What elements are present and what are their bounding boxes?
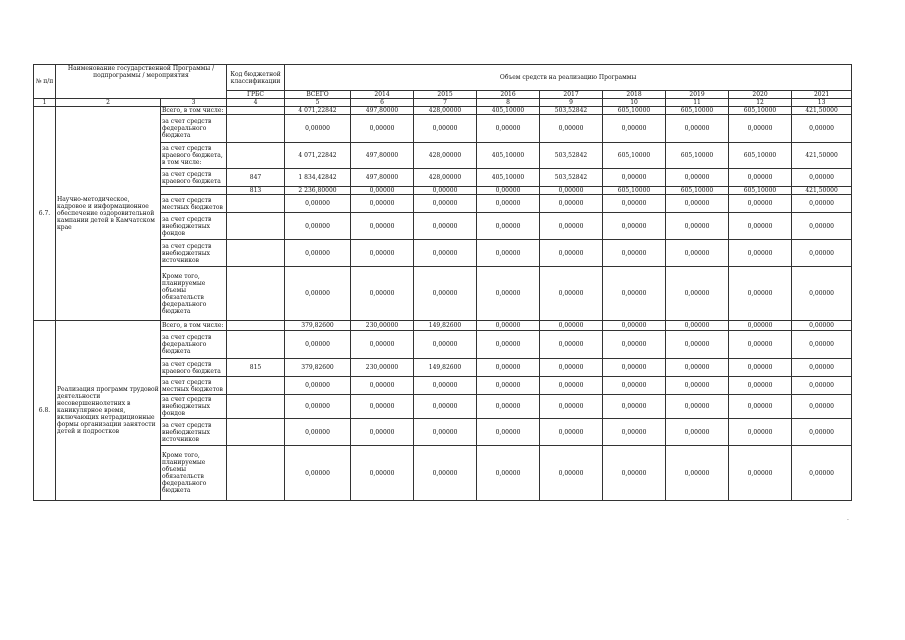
column-number: 9	[540, 99, 603, 107]
year-value: 428,00000	[414, 169, 477, 187]
year-value: 0,00000	[729, 195, 792, 213]
year-value: 0,00000	[414, 187, 477, 195]
year-value: 0,00000	[666, 195, 729, 213]
row-label: Всего, в том числе:	[161, 107, 227, 115]
row-label: Кроме того, планируемые объемы обязательств федерального бюджета	[161, 446, 227, 501]
column-number-row	[34, 99, 852, 107]
row-label: за счет средств внебюджетных фондов	[161, 213, 227, 240]
grbs-code	[227, 321, 285, 331]
year-value: 0,00000	[414, 195, 477, 213]
year-value: 0,00000	[540, 419, 603, 446]
year-value: 0,00000	[540, 395, 603, 419]
year-value: 605,10000	[666, 187, 729, 195]
grbs-code	[227, 195, 285, 213]
header-num: № п/п	[34, 65, 56, 99]
year-value: 0,00000	[477, 213, 540, 240]
total-value: 379,82600	[285, 321, 351, 331]
year-value: 0,00000	[540, 359, 603, 377]
total-value: 1 834,42842	[285, 169, 351, 187]
total-value: 0,00000	[285, 195, 351, 213]
section-name: Реализация программ трудовой деятельности несовершеннолетних в каникулярное время, включающих нетрадиционные формы организации занятости детей и подростков	[56, 321, 161, 501]
year-value: 0,00000	[351, 446, 414, 501]
year-value: 0,00000	[729, 213, 792, 240]
year-value: 405,10000	[477, 107, 540, 115]
year-value: 0,00000	[792, 115, 852, 143]
year-value: 0,00000	[477, 377, 540, 395]
year-value: 0,00000	[603, 240, 666, 267]
year-value: 0,00000	[351, 240, 414, 267]
year-value: 0,00000	[792, 419, 852, 446]
year-value: 0,00000	[477, 267, 540, 321]
year-value: 0,00000	[603, 359, 666, 377]
year-value: 0,00000	[729, 240, 792, 267]
year-value: 0,00000	[603, 331, 666, 359]
row-label	[161, 187, 227, 195]
year-value: 503,52842	[540, 107, 603, 115]
total-value: 0,00000	[285, 213, 351, 240]
year-value: 497,80000	[351, 107, 414, 115]
row-label: Всего, в том числе:	[161, 321, 227, 331]
year-value: 0,00000	[477, 240, 540, 267]
grbs-code: 813	[227, 187, 285, 195]
year-value: 605,10000	[666, 107, 729, 115]
year-value: 0,00000	[351, 331, 414, 359]
year-value: 0,00000	[477, 187, 540, 195]
year-value: 0,00000	[666, 331, 729, 359]
grbs-code: 815	[227, 359, 285, 377]
year-value: 0,00000	[477, 446, 540, 501]
year-value: 0,00000	[792, 359, 852, 377]
year-value: 0,00000	[666, 419, 729, 446]
table-body	[34, 65, 852, 501]
year-value: 0,00000	[351, 195, 414, 213]
year-value: 0,00000	[540, 195, 603, 213]
year-value: 0,00000	[666, 321, 729, 331]
year-value: 0,00000	[792, 213, 852, 240]
total-value: 0,00000	[285, 267, 351, 321]
year-value: 0,00000	[666, 377, 729, 395]
total-value: 0,00000	[285, 115, 351, 143]
year-value: 0,00000	[729, 359, 792, 377]
column-number: 1	[34, 99, 56, 107]
year-value: 497,80000	[351, 169, 414, 187]
section-number: 6.7.	[34, 107, 56, 321]
grbs-code	[227, 107, 285, 115]
year-value: 0,00000	[603, 377, 666, 395]
column-number: 7	[414, 99, 477, 107]
grbs-code	[227, 331, 285, 359]
grbs-code	[227, 213, 285, 240]
table-row	[34, 321, 852, 331]
year-value: 0,00000	[603, 213, 666, 240]
year-value: 0,00000	[414, 377, 477, 395]
year-value: 0,00000	[792, 240, 852, 267]
year-value: 0,00000	[414, 267, 477, 321]
header-year: 2014	[351, 91, 414, 99]
grbs-code	[227, 446, 285, 501]
year-value: 0,00000	[792, 267, 852, 321]
year-value: 0,00000	[540, 331, 603, 359]
grbs-code	[227, 115, 285, 143]
total-value: 0,00000	[285, 331, 351, 359]
header-year: 2016	[477, 91, 540, 99]
column-number: 8	[477, 99, 540, 107]
year-value: 0,00000	[540, 377, 603, 395]
year-value: 0,00000	[792, 446, 852, 501]
row-label: за счет средств местных бюджетов	[161, 195, 227, 213]
year-value: 0,00000	[666, 115, 729, 143]
year-value: 0,00000	[666, 446, 729, 501]
year-value: 0,00000	[351, 267, 414, 321]
year-value: 0,00000	[666, 395, 729, 419]
year-value: 0,00000	[666, 213, 729, 240]
year-value: 0,00000	[603, 169, 666, 187]
year-value: 0,00000	[414, 331, 477, 359]
year-value: 149,82600	[414, 321, 477, 331]
year-value: 0,00000	[540, 187, 603, 195]
year-value: 0,00000	[477, 331, 540, 359]
year-value: 0,00000	[351, 115, 414, 143]
total-value: 379,82600	[285, 359, 351, 377]
total-value: 0,00000	[285, 419, 351, 446]
year-value: 0,00000	[792, 321, 852, 331]
header-total: ВСЕГО	[285, 91, 351, 99]
row-label: за счет средств внебюджетных источников	[161, 240, 227, 267]
year-value: 0,00000	[666, 169, 729, 187]
row-label: Кроме того, планируемые объемы обязательств федерального бюджета	[161, 267, 227, 321]
column-number: 6	[351, 99, 414, 107]
column-number: 3	[161, 99, 227, 107]
year-value: 0,00000	[477, 395, 540, 419]
year-value: 605,10000	[603, 187, 666, 195]
grbs-code	[227, 377, 285, 395]
row-label: за счет средств внебюджетных фондов	[161, 395, 227, 419]
year-value: 503,52842	[540, 169, 603, 187]
year-value: 0,00000	[729, 115, 792, 143]
year-value: 0,00000	[603, 446, 666, 501]
header-year: 2015	[414, 91, 477, 99]
year-value: 0,00000	[477, 321, 540, 331]
section-number: 6.8.	[34, 321, 56, 501]
grbs-code	[227, 419, 285, 446]
year-value: 0,00000	[729, 395, 792, 419]
year-value: 405,10000	[477, 143, 540, 169]
year-value: 428,00000	[414, 107, 477, 115]
year-value: 230,00000	[351, 321, 414, 331]
year-value: 0,00000	[477, 195, 540, 213]
year-value: 0,00000	[351, 395, 414, 419]
year-value: 0,00000	[792, 195, 852, 213]
year-value: 0,00000	[603, 321, 666, 331]
year-value: 0,00000	[603, 115, 666, 143]
year-value: 0,00000	[414, 213, 477, 240]
column-number: 2	[56, 99, 161, 107]
total-value: 4 071,22842	[285, 143, 351, 169]
row-label: за счет средств краевого бюджета, в том числе:	[161, 143, 227, 169]
row-label: за счет средств краевого бюджета	[161, 169, 227, 187]
header-year: 2019	[666, 91, 729, 99]
year-value: 0,00000	[351, 419, 414, 446]
year-value: 428,00000	[414, 143, 477, 169]
year-value: 605,10000	[666, 143, 729, 169]
year-value: 0,00000	[540, 267, 603, 321]
budget-table	[33, 64, 852, 501]
row-label: за счет средств внебюджетных источников	[161, 419, 227, 446]
year-value: 0,00000	[351, 377, 414, 395]
year-value: 0,00000	[729, 377, 792, 395]
year-value: 605,10000	[729, 143, 792, 169]
grbs-code	[227, 267, 285, 321]
column-number: 10	[603, 99, 666, 107]
header-year: 2017	[540, 91, 603, 99]
header-grbs: ГРБС	[227, 91, 285, 99]
year-value: 0,00000	[729, 446, 792, 501]
year-value: 0,00000	[729, 419, 792, 446]
year-value: 230,00000	[351, 359, 414, 377]
year-value: 0,00000	[666, 359, 729, 377]
year-value: 0,00000	[540, 446, 603, 501]
grbs-code	[227, 395, 285, 419]
column-number: 4	[227, 99, 285, 107]
total-value: 0,00000	[285, 395, 351, 419]
year-value: 0,00000	[414, 240, 477, 267]
year-value: 0,00000	[414, 419, 477, 446]
header-volume: Объем средств на реализацию Программы	[285, 65, 852, 91]
year-value: 149,82600	[414, 359, 477, 377]
year-value: 0,00000	[414, 115, 477, 143]
year-value: 0,00000	[729, 267, 792, 321]
year-value: 0,00000	[351, 187, 414, 195]
year-value: 421,50000	[792, 107, 852, 115]
header-year: 2020	[729, 91, 792, 99]
year-value: 605,10000	[603, 143, 666, 169]
column-number: 11	[666, 99, 729, 107]
year-value: 0,00000	[792, 331, 852, 359]
total-value: 0,00000	[285, 446, 351, 501]
row-label: за счет средств федерального бюджета	[161, 115, 227, 143]
year-value: 0,00000	[792, 377, 852, 395]
year-value: 421,50000	[792, 143, 852, 169]
year-value: 0,00000	[351, 213, 414, 240]
header-year: 2018	[603, 91, 666, 99]
row-label: за счет средств местных бюджетов	[161, 377, 227, 395]
page-mark: .	[847, 515, 849, 522]
year-value: 0,00000	[729, 321, 792, 331]
year-value: 405,10000	[477, 169, 540, 187]
year-value: 0,00000	[540, 115, 603, 143]
year-value: 421,50000	[792, 187, 852, 195]
year-value: 605,10000	[729, 107, 792, 115]
total-value: 0,00000	[285, 240, 351, 267]
year-value: 0,00000	[729, 331, 792, 359]
row-label: за счет средств федерального бюджета	[161, 331, 227, 359]
total-value: 4 071,22842	[285, 107, 351, 115]
column-number: 13	[792, 99, 852, 107]
header-code: Код бюджетной классификации	[227, 65, 285, 91]
year-value: 0,00000	[414, 395, 477, 419]
year-value: 0,00000	[603, 195, 666, 213]
row-label: за счет средств краевого бюджета	[161, 359, 227, 377]
year-value: 0,00000	[603, 395, 666, 419]
year-value: 0,00000	[540, 240, 603, 267]
year-value: 0,00000	[540, 321, 603, 331]
grbs-code	[227, 240, 285, 267]
year-value: 503,52842	[540, 143, 603, 169]
year-value: 497,80000	[351, 143, 414, 169]
table-row	[34, 107, 852, 115]
year-value: 0,00000	[540, 213, 603, 240]
year-value: 0,00000	[792, 395, 852, 419]
year-value: 0,00000	[477, 115, 540, 143]
year-value: 0,00000	[414, 446, 477, 501]
year-value: 0,00000	[666, 240, 729, 267]
header-name: Наименование государственной Программы / подпрограммы / мероприятия	[56, 65, 227, 99]
year-value: 0,00000	[792, 169, 852, 187]
year-value: 0,00000	[603, 419, 666, 446]
grbs-code: 847	[227, 169, 285, 187]
column-number: 12	[729, 99, 792, 107]
year-value: 0,00000	[603, 267, 666, 321]
year-value: 605,10000	[603, 107, 666, 115]
header-row-1	[34, 65, 852, 91]
year-value: 0,00000	[666, 267, 729, 321]
header-year: 2021	[792, 91, 852, 99]
year-value: 0,00000	[729, 169, 792, 187]
year-value: 0,00000	[477, 419, 540, 446]
total-value: 2 236,80000	[285, 187, 351, 195]
year-value: 0,00000	[477, 359, 540, 377]
total-value: 0,00000	[285, 377, 351, 395]
year-value: 605,10000	[729, 187, 792, 195]
section-name: Научно-методическое, кадровое и информационное обеспечение оздоровительной кампании детей в Камчатском крае	[56, 107, 161, 321]
grbs-code	[227, 143, 285, 169]
column-number: 5	[285, 99, 351, 107]
